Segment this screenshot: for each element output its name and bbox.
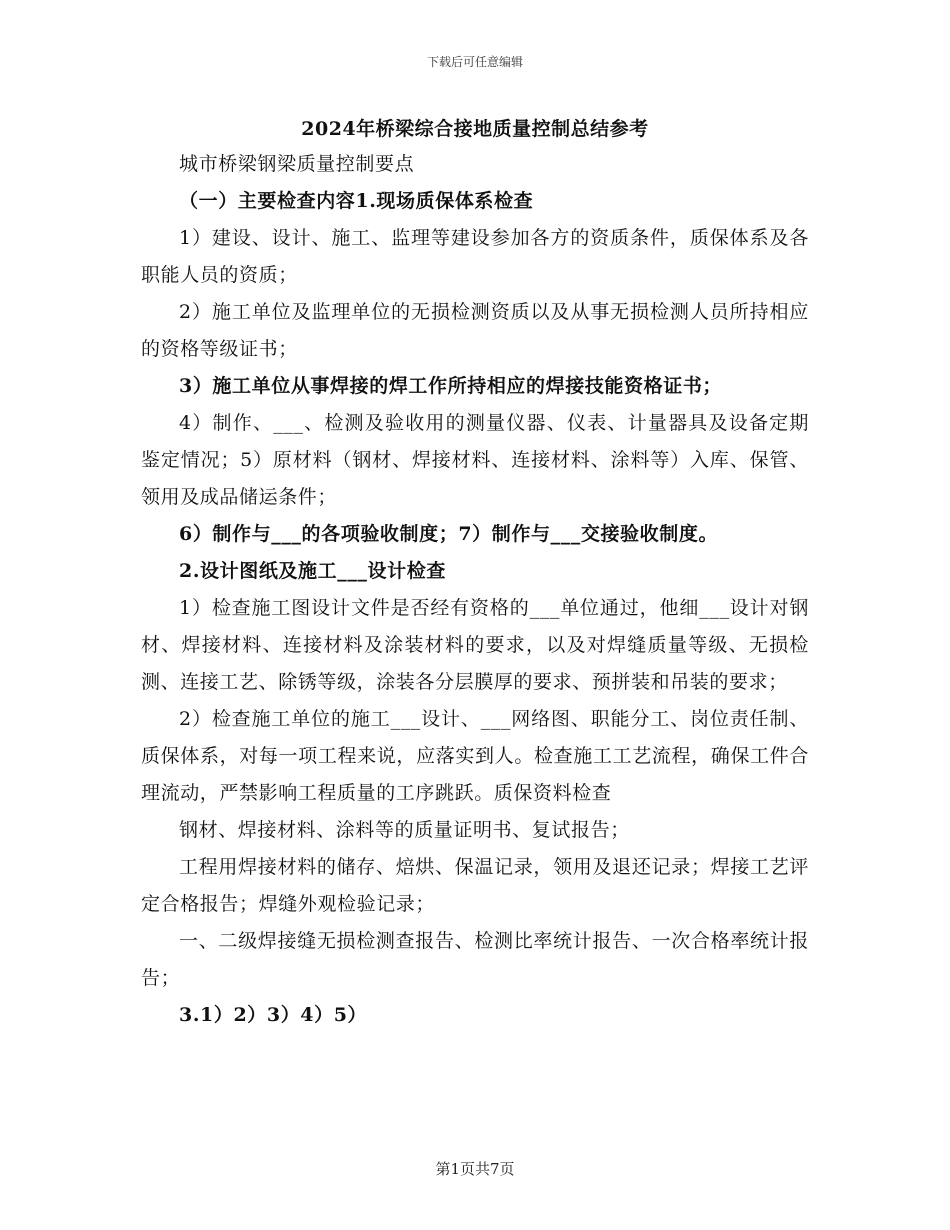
paragraph-quality-docs-3: 一、二级焊接缝无损检测查报告、检测比率统计报告、一次合格率统计报告； [141,930,809,989]
page-footer: 第1页共7页 [435,1160,515,1178]
section-intro: 城市桥梁钢梁质量控制要点 [179,153,415,175]
paragraph-quality-docs-1: 钢材、焊接材料、涂料等的质量证明书、复试报告； [179,819,630,841]
section-heading-design-check: 2.设计图纸及施工___设计检查 [179,560,446,582]
document-body [141,146,809,1034]
paragraph-design-1: 1）检查施工图设计文件是否经有资格的___单位通过，他细___设计对钢材、焊接材料、连接材料及涂装材料的要求，以及对焊缝质量等级、无损检测、连接工艺、除锈等级，涂装各分层膜厚的要求、预拼装和吊装的要求； [141,597,809,693]
document-title: 2024年桥梁综合接地质量控制总结参考 [301,118,649,140]
section-heading-3: 3.1）2）3）4）5） [179,1004,368,1026]
paragraph-design-2: 2）检查施工单位的施工___设计、___网络图、职能分工、岗位责任制、质保体系，对每一项工程来说，应落实到人。检查施工工艺流程，确保工件合理流动，严禁影响工程质量的工序跳跃。质保资料检查 [141,708,809,804]
paragraph-item-3: 3）施工单位从事焊接的焊工作所持相应的焊接技能资格证书； [179,375,723,397]
paragraph-item-4-5: 4）制作、___、检测及验收用的测量仪器、仪表、计量器具及设备定期鉴定情况；5）原材料（钢材、焊接材料、连接材料、涂料等）入库、保管、领用及成品储运条件； [141,412,809,508]
paragraph-quality-docs-2: 工程用焊接材料的储存、焙烘、保温记录，领用及退还记录；焊接工艺评定合格报告；焊缝外观检验记录； [141,856,809,915]
paragraph-item-6-7: 6）制作与___的各项验收制度；7）制作与___交接验收制度。 [179,523,719,545]
paragraph-item-2: 2）施工单位及监理单位的无损检测资质以及从事无损检测人员所持相应的资格等级证书； [141,301,809,360]
section-heading-main-inspection: （一）主要检查内容1.现场质保体系检查 [179,190,534,212]
paragraph-item-1: 1）建设、设计、施工、监理等建设参加各方的资质条件，质保体系及各职能人员的资质； [141,227,809,286]
header-note: 下载后可任意编辑 [426,55,523,69]
